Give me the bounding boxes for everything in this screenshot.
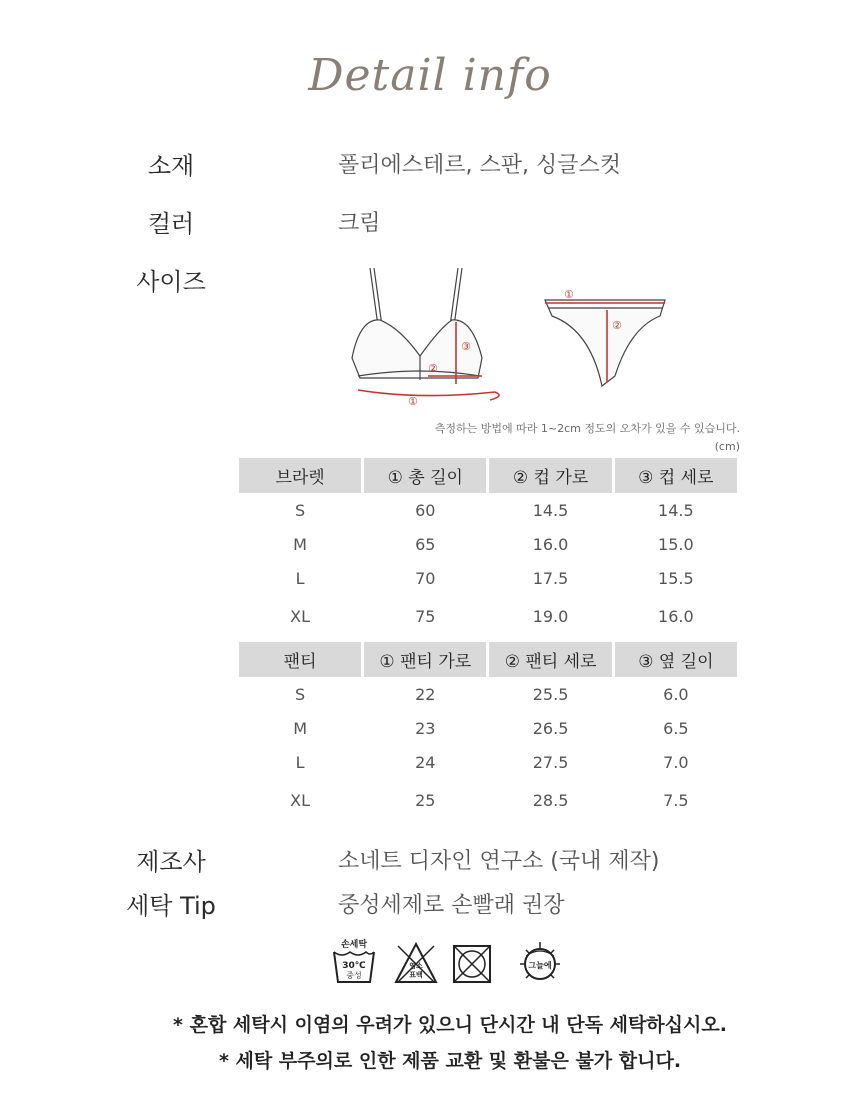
warning-text-2: * 세탁 부주의로 인한 제품 교환 및 환불은 불가 합니다. <box>218 1050 682 1072</box>
table-cell: 24 <box>415 752 436 772</box>
svg-text:표백: 표백 <box>409 971 423 979</box>
table-cell: L <box>295 752 305 772</box>
size-label: 사이즈 <box>136 268 206 296</box>
table-header: ② 컵 가로 <box>489 458 611 493</box>
table-row <box>239 493 737 527</box>
bralette-size-table <box>236 458 740 637</box>
bra-marker-2: ② <box>428 362 438 375</box>
maker-label: 제조사 <box>136 848 206 876</box>
table-row <box>239 711 737 745</box>
table-cell: 22 <box>415 684 436 704</box>
panty-marker-2: ② <box>612 319 622 332</box>
table-cell: 14.5 <box>532 500 569 520</box>
measurement-note: 측정하는 방법에 따라 1~2cm 정도의 오차가 있을 수 있습니다. <box>434 422 740 435</box>
table-cell: 6.0 <box>663 684 689 704</box>
wash-value: 중성세제로 손빨래 권장 <box>338 893 565 918</box>
table-cell: 15.5 <box>658 568 694 588</box>
table-cell: S <box>295 684 306 704</box>
table-header: ① 총 길이 <box>364 458 486 493</box>
maker-value: 소네트 디자인 연구소 (국내 제작) <box>338 849 660 874</box>
table-cell: XL <box>290 790 311 810</box>
panty-marker-1: ① <box>564 288 574 301</box>
bra-marker-1: ① <box>408 395 418 408</box>
table-header: ③ 컵 세로 <box>615 458 737 493</box>
table-cell: 65 <box>415 534 436 554</box>
table-cell: 6.5 <box>663 718 689 738</box>
svg-text:그늘에: 그늘에 <box>528 961 552 970</box>
color-value: 크림 <box>338 211 381 236</box>
hand-wash-icon <box>334 938 374 982</box>
bra-marker-3: ③ <box>461 340 471 353</box>
table-header-row <box>239 458 737 493</box>
material-label: 소재 <box>147 152 195 180</box>
table-cell: 23 <box>415 718 436 738</box>
table-row <box>239 677 737 711</box>
table-cell: 19.0 <box>532 606 569 626</box>
material-value: 폴리에스테르, 스판, 싱글스컷 <box>338 153 621 178</box>
table-header: ① 팬티 가로 <box>364 642 486 677</box>
panty-size-table <box>236 642 740 821</box>
table-row <box>239 745 737 779</box>
table-row <box>239 561 737 595</box>
table-cell: 27.5 <box>532 752 569 772</box>
svg-text:중성: 중성 <box>346 971 362 980</box>
svg-text:손세탁: 손세탁 <box>340 940 368 950</box>
table-cell: 7.5 <box>663 790 689 810</box>
table-cell: 16.0 <box>532 534 569 554</box>
warning-text-1: * 혼합 세탁시 이염의 우려가 있으니 단시간 내 단독 세탁하십시오. <box>173 1014 727 1036</box>
color-label: 컬러 <box>147 210 195 238</box>
table-header: 팬티 <box>239 642 361 677</box>
table-cell: 17.5 <box>532 568 569 588</box>
wash-label: 세탁 Tip <box>126 892 216 920</box>
no-bleach-icon <box>396 944 436 982</box>
table-cell: 15.0 <box>658 534 694 554</box>
panty-diagram <box>545 300 665 386</box>
table-cell: M <box>293 718 307 738</box>
shade-dry-icon <box>520 942 560 979</box>
svg-text:염소: 염소 <box>409 962 423 970</box>
table-cell: 16.0 <box>658 606 694 626</box>
table-cell: 70 <box>415 568 436 588</box>
table-cell: 25.5 <box>532 684 569 704</box>
table-row <box>239 595 737 637</box>
size-diagram <box>330 258 690 408</box>
table-cell: M <box>293 534 307 554</box>
table-cell: XL <box>290 606 311 626</box>
no-tumble-dry-icon <box>454 946 490 982</box>
table-row <box>239 779 737 821</box>
table-cell: L <box>295 568 305 588</box>
table-cell: 14.5 <box>658 500 694 520</box>
table-header: ③ 옆 길이 <box>615 642 737 677</box>
table-header: ② 팬티 세로 <box>489 642 611 677</box>
unit-label: (cm) <box>714 440 740 453</box>
table-header: 브라렛 <box>239 458 361 493</box>
bra-diagram <box>352 268 482 380</box>
table-cell: 28.5 <box>532 790 569 810</box>
table-cell: S <box>295 500 306 520</box>
table-cell: 60 <box>415 500 436 520</box>
table-cell: 26.5 <box>532 718 569 738</box>
table-header-row <box>239 642 737 677</box>
care-icons <box>330 938 570 988</box>
table-row <box>239 527 737 561</box>
svg-text:30℃: 30℃ <box>342 961 366 971</box>
table-cell: 75 <box>415 606 436 626</box>
table-cell: 25 <box>415 790 436 810</box>
page-title: Detail info <box>308 50 552 101</box>
table-cell: 7.0 <box>663 752 689 772</box>
